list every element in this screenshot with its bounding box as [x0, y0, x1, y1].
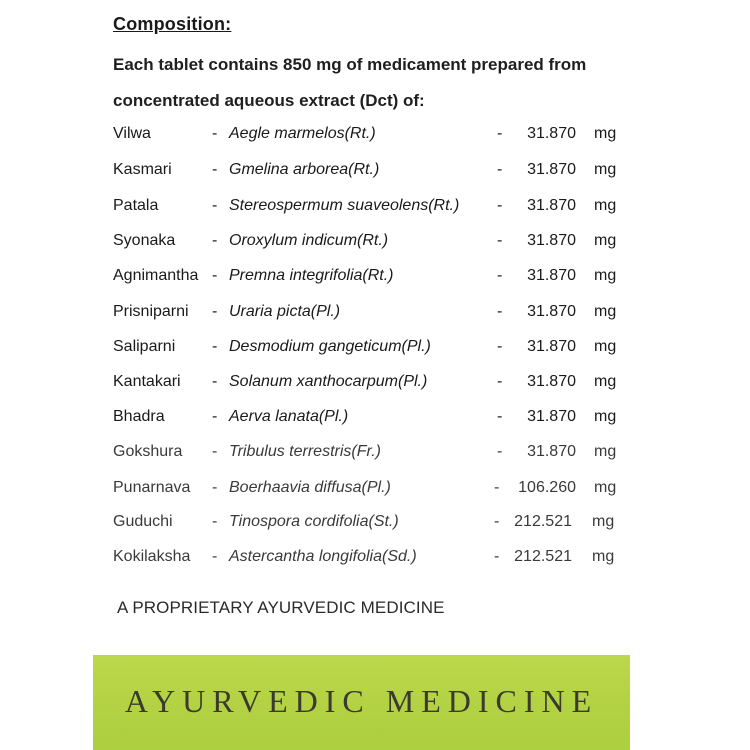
separator: - — [212, 408, 218, 425]
ingredient-row — [0, 197, 750, 223]
separator: - — [212, 338, 218, 355]
ingredient-name: Punarnava — [113, 479, 191, 496]
separator: - — [497, 267, 503, 284]
ingredient-latin: Astercantha longifolia(Sd.) — [229, 548, 417, 565]
ingredient-latin: Aegle marmelos(Rt.) — [229, 125, 376, 142]
ingredient-quantity: 31.870 — [527, 443, 576, 460]
ingredient-latin: Tinospora cordifolia(St.) — [229, 513, 399, 530]
ingredient-name: Bhadra — [113, 408, 165, 425]
ingredient-quantity: 31.870 — [527, 267, 576, 284]
ingredient-name: Prisniparni — [113, 303, 189, 320]
ingredient-unit: mg — [594, 443, 617, 460]
ingredient-quantity: 31.870 — [527, 373, 576, 390]
ingredient-unit: mg — [594, 373, 617, 390]
ingredient-quantity: 31.870 — [527, 197, 576, 214]
ingredient-row — [0, 161, 750, 187]
ingredient-latin: Oroxylum indicum(Rt.) — [229, 232, 389, 249]
ingredient-latin: Aerva lanata(Pl.) — [229, 408, 349, 425]
ingredient-quantity: 31.870 — [527, 338, 576, 355]
ingredient-quantity: 212.521 — [514, 513, 572, 530]
ingredient-row — [0, 338, 750, 364]
ingredient-latin: Premna integrifolia(Rt.) — [229, 267, 394, 284]
ingredient-unit: mg — [594, 479, 617, 496]
ingredient-row — [0, 479, 750, 505]
ingredient-name: Kokilaksha — [113, 548, 191, 565]
ingredient-latin: Uraria picta(Pl.) — [229, 303, 341, 320]
separator: - — [497, 338, 503, 355]
ingredient-name: Syonaka — [113, 232, 176, 249]
intro-line-2: concentrated aqueous extract (Dct) of: — [113, 91, 425, 110]
ingredient-unit: mg — [594, 267, 617, 284]
proprietary-label: A PROPRIETARY AYURVEDIC MEDICINE — [117, 598, 445, 617]
separator: - — [497, 303, 503, 320]
ingredient-row — [0, 303, 750, 329]
ingredient-name: Vilwa — [113, 125, 151, 142]
separator: - — [497, 373, 503, 390]
ingredient-row — [0, 125, 750, 151]
separator: - — [212, 513, 218, 530]
ingredient-quantity: 31.870 — [527, 125, 576, 142]
separator: - — [212, 443, 218, 460]
ingredient-row — [0, 373, 750, 399]
ingredient-latin: Stereospermum suaveolens(Rt.) — [229, 197, 460, 214]
separator: - — [212, 125, 218, 142]
separator: - — [497, 443, 503, 460]
separator: - — [212, 197, 218, 214]
separator: - — [212, 373, 218, 390]
ingredient-row — [0, 443, 750, 469]
ingredient-row — [0, 267, 750, 293]
ingredient-unit: mg — [594, 303, 617, 320]
ingredient-latin: Desmodium gangeticum(Pl.) — [229, 338, 431, 355]
ingredient-latin: Gmelina arborea(Rt.) — [229, 161, 380, 178]
separator: - — [497, 232, 503, 249]
ingredient-unit: mg — [592, 548, 615, 565]
composition-heading: Composition: — [113, 14, 232, 34]
band-title: AYURVEDIC MEDICINE — [124, 683, 599, 719]
ingredient-unit: mg — [592, 513, 615, 530]
ingredient-row — [0, 408, 750, 434]
separator: - — [494, 548, 500, 565]
ingredient-latin: Tribulus terrestris(Fr.) — [229, 443, 381, 460]
ingredient-unit: mg — [594, 408, 617, 425]
ingredient-row — [0, 232, 750, 258]
separator: - — [497, 197, 503, 214]
separator: - — [494, 513, 500, 530]
ingredient-unit: mg — [594, 161, 617, 178]
separator: - — [212, 479, 218, 496]
separator: - — [212, 303, 218, 320]
ingredient-name: Kantakari — [113, 373, 181, 390]
ingredient-name: Kasmari — [113, 161, 172, 178]
ingredient-unit: mg — [594, 197, 617, 214]
separator: - — [497, 408, 503, 425]
ingredient-name: Agnimantha — [113, 267, 199, 284]
separator: - — [212, 267, 218, 284]
ingredient-quantity: 31.870 — [527, 161, 576, 178]
ingredient-quantity: 106.260 — [518, 479, 576, 496]
separator: - — [212, 161, 218, 178]
ingredient-latin: Solanum xanthocarpum(Pl.) — [229, 373, 428, 390]
ingredient-unit: mg — [594, 125, 617, 142]
separator: - — [212, 548, 218, 565]
ingredient-name: Gokshura — [113, 443, 183, 460]
separator: - — [494, 479, 500, 496]
ingredient-quantity: 31.870 — [527, 408, 576, 425]
ingredient-row — [0, 548, 750, 574]
ingredient-name: Guduchi — [113, 513, 173, 530]
ingredient-quantity: 212.521 — [514, 548, 572, 565]
ingredient-row — [0, 513, 750, 539]
ingredient-name: Patala — [113, 197, 159, 214]
separator: - — [212, 232, 218, 249]
ingredient-name: Saliparni — [113, 338, 176, 355]
ingredient-quantity: 31.870 — [527, 232, 576, 249]
ingredient-unit: mg — [594, 338, 617, 355]
intro-line-1: Each tablet contains 850 mg of medicament prepared from — [113, 55, 587, 74]
separator: - — [497, 125, 503, 142]
ingredient-latin: Boerhaavia diffusa(Pl.) — [229, 479, 391, 496]
separator: - — [497, 161, 503, 178]
ingredient-quantity: 31.870 — [527, 303, 576, 320]
ingredient-unit: mg — [594, 232, 617, 249]
green-label-band — [93, 655, 630, 750]
